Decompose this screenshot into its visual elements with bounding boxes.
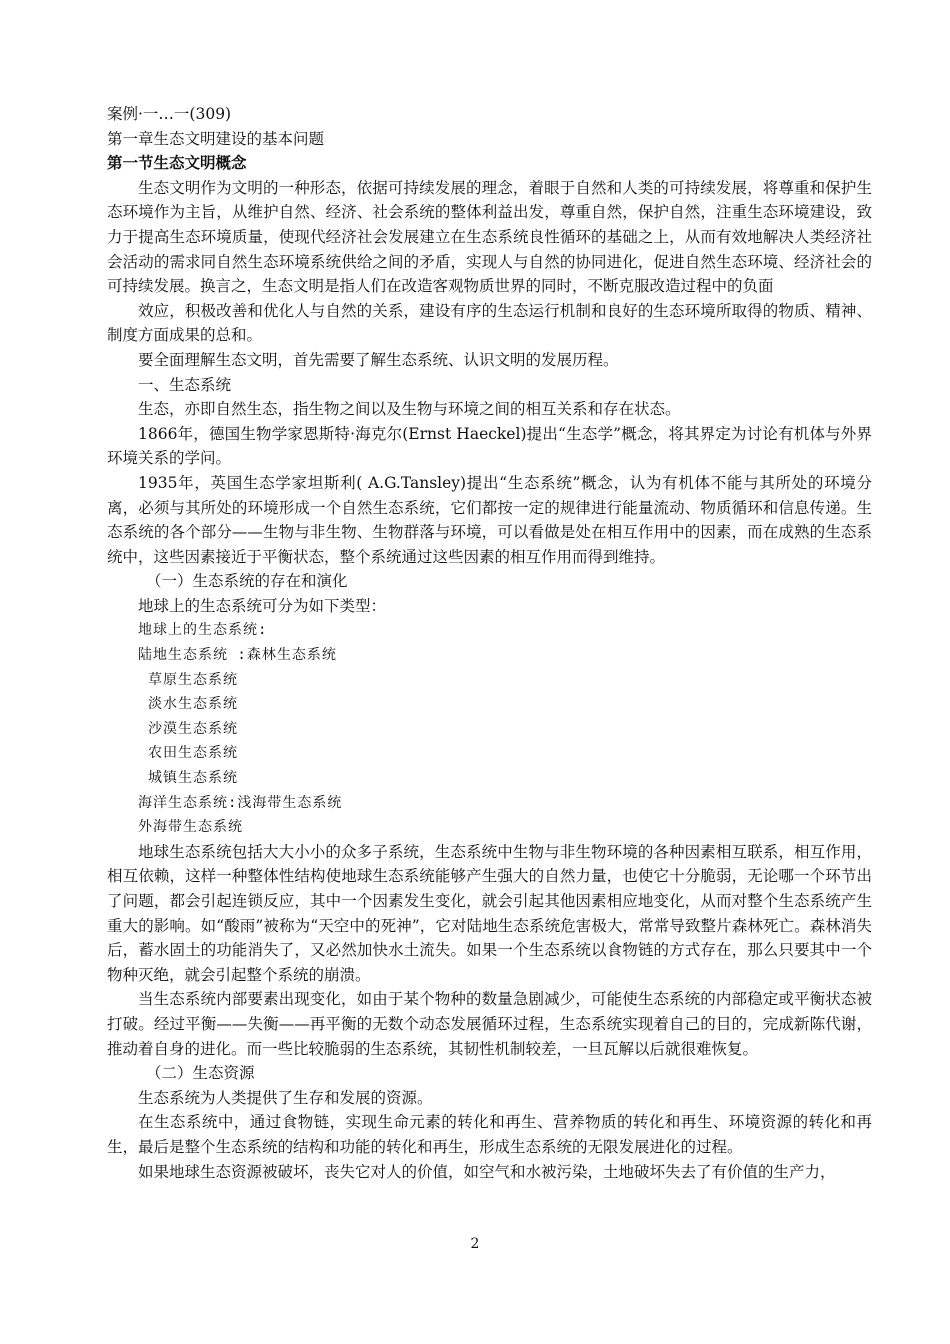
paragraph-ecology: 生态，亦即自然生态，指生物之间以及生物与环境之间的相互关系和存在状态。 (138, 400, 681, 419)
page-number: 2 (470, 1236, 480, 1252)
ecosystem-ocean: 海洋生态系统:浅海带生态系统 (138, 794, 343, 811)
paragraph-definition-cont: 效应，积极改善和优化人与自然的关系，建设有序的生态运行机制和良好的生态环境所取得的物质、精神、制度方面成果的总和。 (107, 301, 872, 345)
paragraph-understanding: 要全面理解生态文明，首先需要了解生态系统、认识文明的发展历程。 (138, 350, 619, 369)
ecosystem-land-item: 农田生态系统 (148, 745, 238, 762)
chapter-title: 第一章生态文明建设的基本问题 (107, 129, 325, 148)
heading-ecological-resources: （二）生态资源 (146, 1064, 255, 1083)
case-line: 案例·一…一(309) (107, 105, 232, 123)
heading-ecosystem: 一、生态系统 (138, 375, 232, 394)
heading-existence-evolution: （一）生态系统的存在和演化 (146, 572, 348, 591)
section-title: 第一节生态文明概念 (107, 153, 247, 173)
ecosystem-land: 陆地生态系统 :森林生态系统 (138, 647, 337, 664)
paragraph-haeckel: 1866年，德国生物学家恩斯特·海克尔(Ernst Haeckel)提出“生态学”概念，将其界定为讨论有机体与外界环境关系的学问。 (107, 424, 872, 468)
ecosystem-land-item: 淡水生态系统 (148, 696, 238, 713)
ecosystem-land-item: 草原生态系统 (148, 671, 238, 688)
ecosystem-list (107, 618, 872, 839)
paragraph-tansley: 1935年，英国生态学家坦斯利( A.G.Tansley)提出“生态系统”概念，认为有机体不能与其所处的环境分离，必须与其所处的环境形成一个自然生态系统，它们都按一定的规律进行能量流动、物质循环和信息传递。生态系统的各个部分——生物与非生物、生物群落与环境，可以看做是处在相互作用中的因素，而在成熟的生态系统中，这些因素接近于平衡状态，整个系统通过这些因素的相互作用而得到维持。 (107, 473, 872, 566)
paragraph-destruction: 如果地球生态资源被破坏，丧失它对人的价值，如空气和水被污染，土地破坏失去了有价值的生产力， (138, 1162, 836, 1181)
ecosystem-land-item: 沙漠生态系统 (148, 720, 238, 737)
ecosystem-land-item: 城镇生态系统 (148, 770, 238, 787)
ecosystem-ocean-item: 外海带生态系统 (138, 819, 243, 836)
ecosystem-list-title: 地球上的生态系统: (138, 622, 268, 639)
paragraph-food-chain: 在生态系统中，通过食物链，实现生命元素的转化和再生、营养物质的转化和再生、环境资源的转化和再生，最后是整个生态系统的结构和功能的转化和再生，形成生态系统的无限发展进化的过程。 (107, 1113, 872, 1156)
paragraph-balance: 当生态系统内部要素出现变化，如由于某个物种的数量急剧减少，可能使生态系统的内部稳定或平衡状态被打破。经过平衡——失衡——再平衡的无数个动态发展循环过程，生态系统实现着自己的目的，完成新陈代谢，推动着自身的进化。而一些比较脆弱的生态系统，其韧性机制较差，一旦瓦解以后就很难恢复。 (107, 990, 872, 1058)
paragraph-subsystems: 地球生态系统包括大大小小的众多子系统，生态系统中生物与非生物环境的各种因素相互联系，相互作用，相互依赖，这样一种整体性结构使地球生态系统能够产生强大的自然力量，也使它十分脆弱，无论哪一个环节出了问题，都会引起连锁反应，其中一个因素发生变化，就会引起其他因素相应地变化，从而对整个生态系统产生重大的影响。如“酸雨”被称为“天空中的死神”，它对陆地生态系统危害极大，常常导致整片森林死亡。森林消失后，蓄水固土的功能消失了，又必然加快水土流失。如果一个生态系统以食物链的方式存在，那么只要其中一个物种灭绝，就会引起整个系统的崩溃。 (107, 842, 872, 984)
paragraph-definition: 生态文明作为文明的一种形态，依据可持续发展的理念，着眼于自然和人类的可持续发展，将尊重和保护生态环境作为主旨，从维护自然、经济、社会系统的整体利益出发，尊重自然，保护自然，注重生态环境建设，致力于提高生态环境质量，使现代经济社会发展建立在生态系统良性循环的基础之上，从而有效地解决人类经济社会活动的需求同自然生态环境系统供给之间的矛盾，实现人与自然的协同进化，促进自然生态环境、经济社会的可持续发展。换言之，生态文明是指人们在改造客观物质世界的同时，不断克服改造过程中的负面 (107, 178, 872, 296)
paragraph-types-intro: 地球上的生态系统可分为如下类型： (138, 596, 387, 615)
paragraph-resources: 生态系统为人类提供了生存和发展的资源。 (138, 1088, 433, 1107)
